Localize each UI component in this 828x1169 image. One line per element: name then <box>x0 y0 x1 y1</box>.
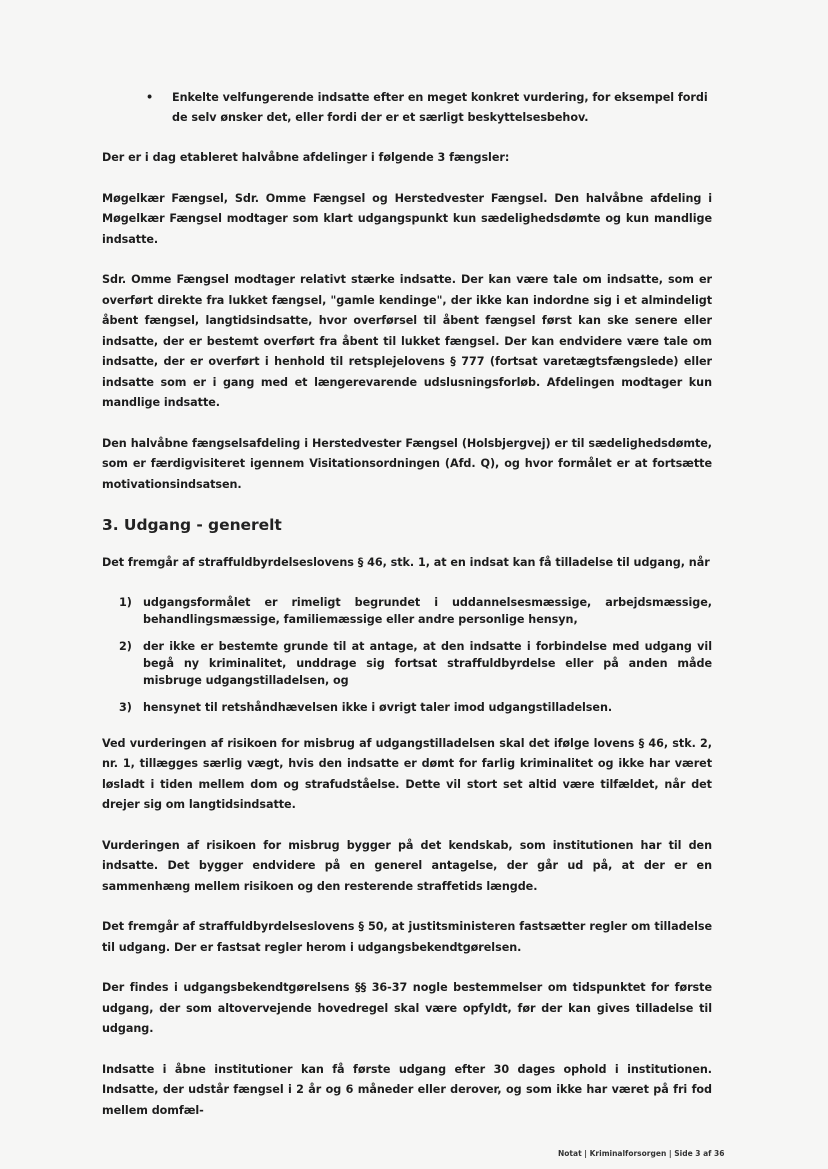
paragraph-risk-assessment: Ved vurderingen af risikoen for misbrug af udgangstilladelsen skal det ifølge lovens § 46, stk. 2, nr. 1, tillægges særlig vægt, hvis den indsatte er dømt for farlig kriminalitet og ikke har været løsladt i tiden mellem dom og strafudståelse. Dette vil stort set altid være tilfældet, når det drejer sig om langtidsindsatte. <box>102 736 712 811</box>
condition-text: hensynet til retshåndhævelsen ikke i øvrigt taler imod udgangstilladelsen. <box>143 700 613 714</box>
conditions-list <box>102 594 712 716</box>
condition-item <box>102 594 712 628</box>
condition-number: 1) <box>119 595 132 609</box>
condition-item <box>102 699 712 716</box>
condition-text: der ikke er bestemte grunde til at antage, at den indsatte i forbindelse med udgang vil begå ny kriminalitet, unddrage sig fortsat straffuldbyrdelse eller på anden måde misbruge udgangstilladelsen, og <box>143 639 712 687</box>
document-body <box>102 88 712 1141</box>
paragraph-herstedvester: Den halvåbne fængselsafdeling i Herstedvester Fængsel (Holsbjergvej) er til sædelighedsdømte, som er færdigvisiteret igennem Visitationsordningen (Afd. Q), og hvor formålet er at fortsætte motivationsindsatsen. <box>102 436 712 491</box>
paragraph-risk-basis: Vurderingen af risikoen for misbrug bygger på det kendskab, som institutionen har til den indsatte. Det bygger endvidere på en generel antagelse, der går ud på, at der er en sammenhæng mellem risikoen og den resterende straffetids længde. <box>102 838 712 893</box>
page-footer: Notat | Kriminalforsorgen | Side 3 af 36 <box>558 1149 725 1158</box>
paragraph-first-leave: Der findes i udgangsbekendtgørelsens §§ 36-37 nogle bestemmelser om tidspunktet for første udgang, der som altovervejende hovedregel skal være opfyldt, før der kan gives tilladelse til udgang. <box>102 981 712 1035</box>
condition-text: udgangsformålet er rimeligt begrundet i uddannelsesmæssige, arbejdsmæssige, behandlingsmæssige, familiemæssige eller andre personlige hensyn, <box>143 595 712 626</box>
condition-item <box>102 638 712 689</box>
paragraph-prisons: Møgelkær Fængsel, Sdr. Omme Fængsel og Herstedvester Fængsel. Den halvåbne afdeling i Møgelkær Fængsel modtager som klart udgangspunkt kun sædelighedsdømte og kun mandlige indsatte. <box>102 191 712 246</box>
condition-number: 3) <box>119 700 132 714</box>
section-heading: 3. Udgang - generelt <box>102 516 282 534</box>
bullet-item <box>102 88 712 128</box>
condition-number: 2) <box>119 639 132 653</box>
bullet-text: Enkelte velfungerende indsatte efter en meget konkret vurdering, for eksempel fordi de selv ønsker det, eller fordi der er et særligt beskyttelsesbehov. <box>172 91 708 124</box>
paragraph-intro: Der er i dag etableret halvåbne afdelinger i følgende 3 fængsler: <box>102 151 510 164</box>
paragraph-law-46: Det fremgår af straffuldbyrdelseslovens § 46, stk. 1, at en indsat kan få tilladelse til udgang, når <box>102 556 710 569</box>
paragraph-open-institutions: Indsatte i åbne institutioner kan få første udgang efter 30 dages ophold i institutionen. Indsatte, der udstår fængsel i 2 år og 6 måneder eller derover, og som ikke har været på fri fod mellem domfæl- <box>102 1062 712 1117</box>
bullet-icon: • <box>146 91 154 104</box>
paragraph-law-50: Det fremgår af straffuldbyrdelseslovens § 50, at justitsministeren fastsætter regler om tilladelse til udgang. Der er fastsat regler herom i udgangsbekendtgørelsen. <box>102 920 712 954</box>
paragraph-sdr-omme: Sdr. Omme Fængsel modtager relativt stærke indsatte. Der kan være tale om indsatte, som er overført direkte fra lukket fængsel, "gamle kendinge", der ikke kan indordne sig i et almindeligt åbent fængsel, langtidsindsatte, hvor overførsel til åbent fængsel først kan ske senere eller indsatte, der er bestemt overført fra åbent til lukket fængsel. Der kan endvidere være tale om indsatte, der er overført i henhold til retsplejelovens § 777 (fortsat varetægtsfængslede) eller indsatte som er i gang med et længerevarende udslusningsforløb. Afdelingen modtager kun mandlige indsatte. <box>102 273 712 409</box>
